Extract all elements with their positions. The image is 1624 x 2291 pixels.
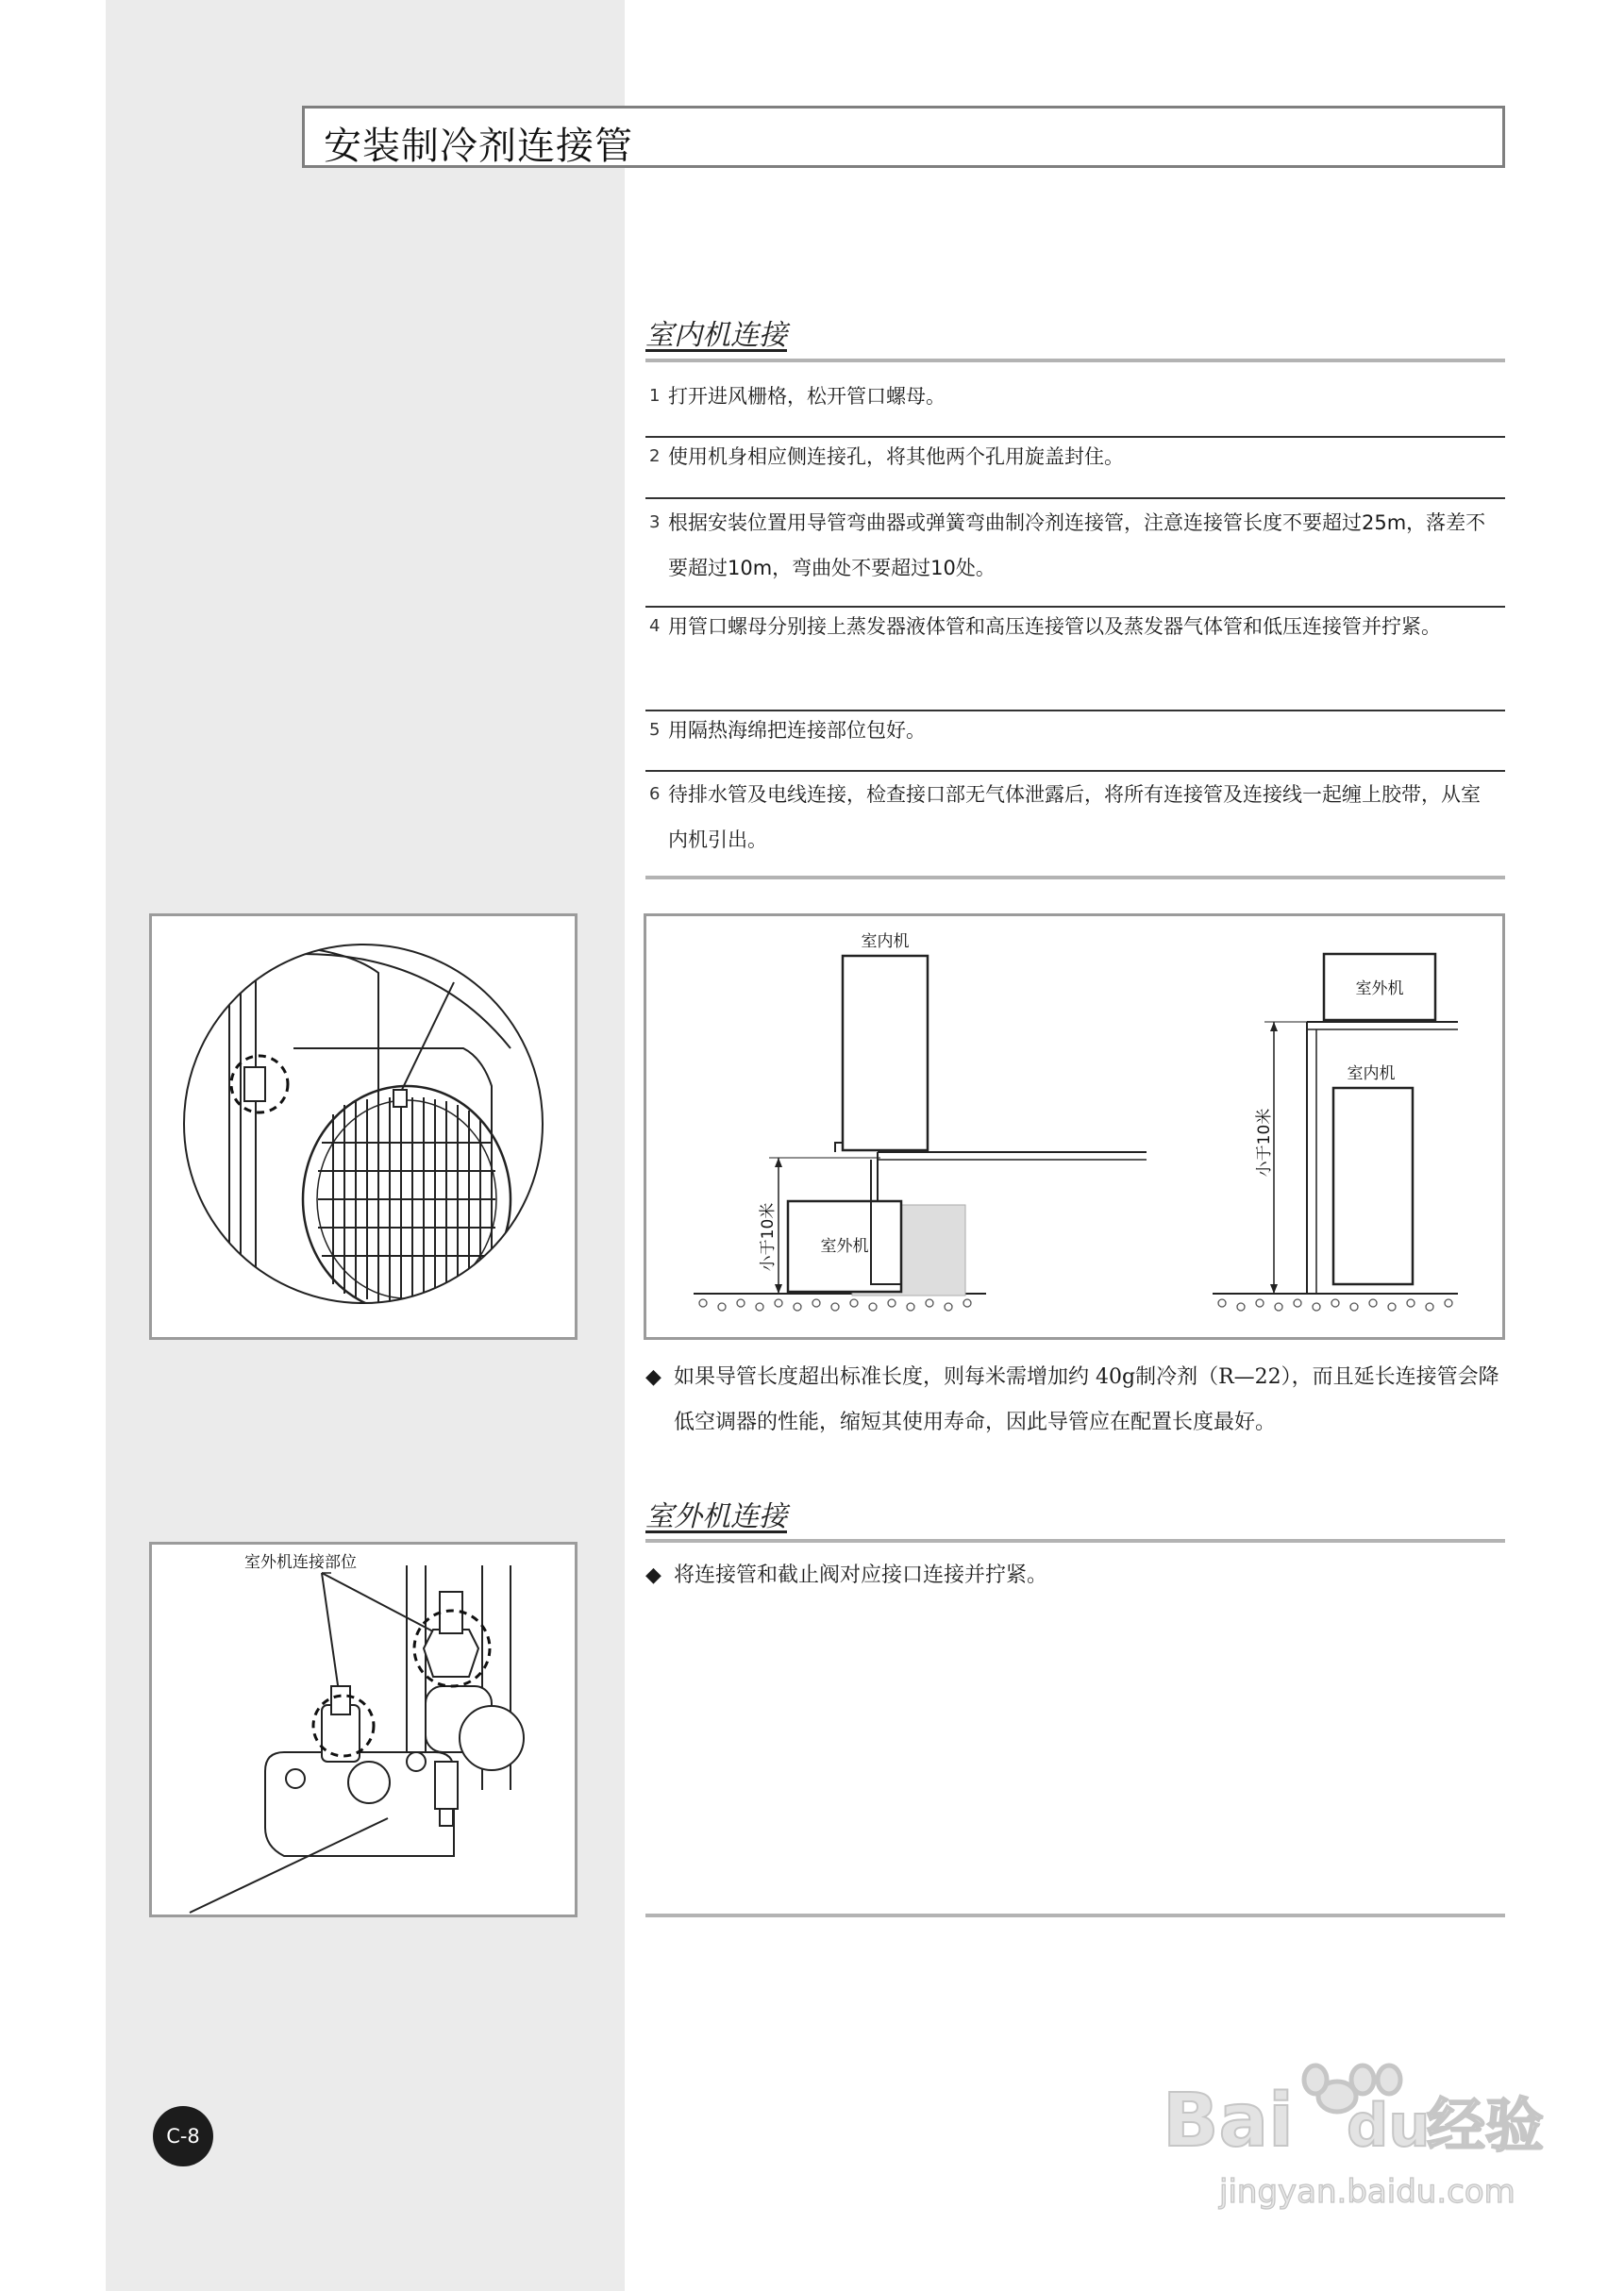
step-text: 用管口螺母分别接上蒸发器液体管和高压连接管以及蒸发器气体管和低压连接管并拧紧。 — [668, 615, 1441, 638]
step-text: 待排水管及电线连接，检查接口部无气体泄露后，将所有连接管及连接线一起缠上胶带，从室内机引出。 — [668, 783, 1481, 851]
outdoor-valve-figure — [152, 1545, 575, 1915]
outdoor-note-text: 将连接管和截止阀对应接口连接并拧紧。 — [674, 1564, 1048, 1587]
height-difference-diagram — [644, 913, 1505, 1340]
watermark-figure — [1153, 2032, 1559, 2221]
watermark-brand-bai: Bai — [1163, 2079, 1294, 2164]
diamond-bullet-icon: ◆ — [645, 1365, 661, 1389]
diamond-bullet-icon: ◆ — [645, 1564, 661, 1587]
step-2 — [649, 434, 1498, 479]
outdoor-section-heading: 室外机连接 — [645, 1500, 787, 1533]
diagram-outdoor-label-left: 室外机 — [820, 1237, 869, 1256]
indoor-unit-closeup-figure — [152, 916, 575, 1337]
extension-note — [645, 1355, 1509, 1446]
watermark-url: jingyan.baidu.com — [1219, 2173, 1515, 2211]
step-4 — [649, 604, 1498, 649]
outdoor-figure-label: 室外机连接部位 — [244, 1553, 357, 1572]
step-text: 根据安装位置用导管弯曲器或弹簧弯曲制冷剂连接管，注意连接管长度不要超过25m，落差不要超过10m，弯曲处不要超过10处。 — [668, 511, 1486, 579]
step-6 — [649, 772, 1498, 862]
step-5 — [649, 708, 1498, 753]
outdoor-connection-illustration — [149, 1542, 578, 1917]
step-number: 3 — [649, 512, 661, 532]
diagram-indoor-label-left: 室内机 — [861, 932, 910, 951]
diagram-height-label-left: 小于10米 — [759, 1202, 778, 1272]
step-text: 用隔热海绵把连接部位包好。 — [668, 719, 926, 742]
step-3 — [649, 500, 1498, 591]
step-text: 使用机身相应侧连接孔，将其他两个孔用旋盖封住。 — [668, 445, 1124, 468]
outdoor-note — [645, 1553, 1509, 1598]
step-divider — [645, 497, 1505, 499]
diagram-height-label-right: 小于10米 — [1255, 1108, 1274, 1178]
indoor-section-heading: 室内机连接 — [645, 319, 787, 352]
page-title: 安装制冷剂连接管 — [324, 125, 633, 168]
step-number: 6 — [649, 784, 661, 804]
watermark-brand-cn: 经验 — [1427, 2091, 1545, 2160]
outdoor-heading-rule — [645, 1539, 1505, 1543]
indoor-connection-illustration — [149, 913, 578, 1340]
extension-note-text: 如果导管长度超出标准长度，则每米需增加约 40g制冷剂（R—22），而且延长连接管会降低空调器的性能，缩短其使用寿命，因此导管应在配置长度最好。 — [674, 1365, 1499, 1434]
diagram-outdoor-label-right: 室外机 — [1355, 979, 1404, 998]
step-text: 打开进风栅格，松开管口螺母。 — [668, 385, 946, 408]
page-number-badge: C-8 — [153, 2106, 213, 2166]
baidu-jingyan-watermark — [1153, 2032, 1559, 2221]
outdoor-section-end-rule — [645, 1914, 1505, 1917]
step-number: 2 — [649, 446, 661, 466]
step-1 — [649, 374, 1498, 419]
height-difference-figure — [646, 916, 1502, 1337]
title-box — [302, 106, 1505, 168]
steps-end-rule — [645, 876, 1505, 879]
watermark-brand-du: du — [1347, 2091, 1431, 2160]
step-number: 4 — [649, 616, 661, 636]
diagram-indoor-label-right: 室内机 — [1347, 1064, 1396, 1083]
step-number: 5 — [649, 720, 661, 740]
indoor-heading-rule — [645, 359, 1505, 362]
step-number: 1 — [649, 386, 661, 406]
